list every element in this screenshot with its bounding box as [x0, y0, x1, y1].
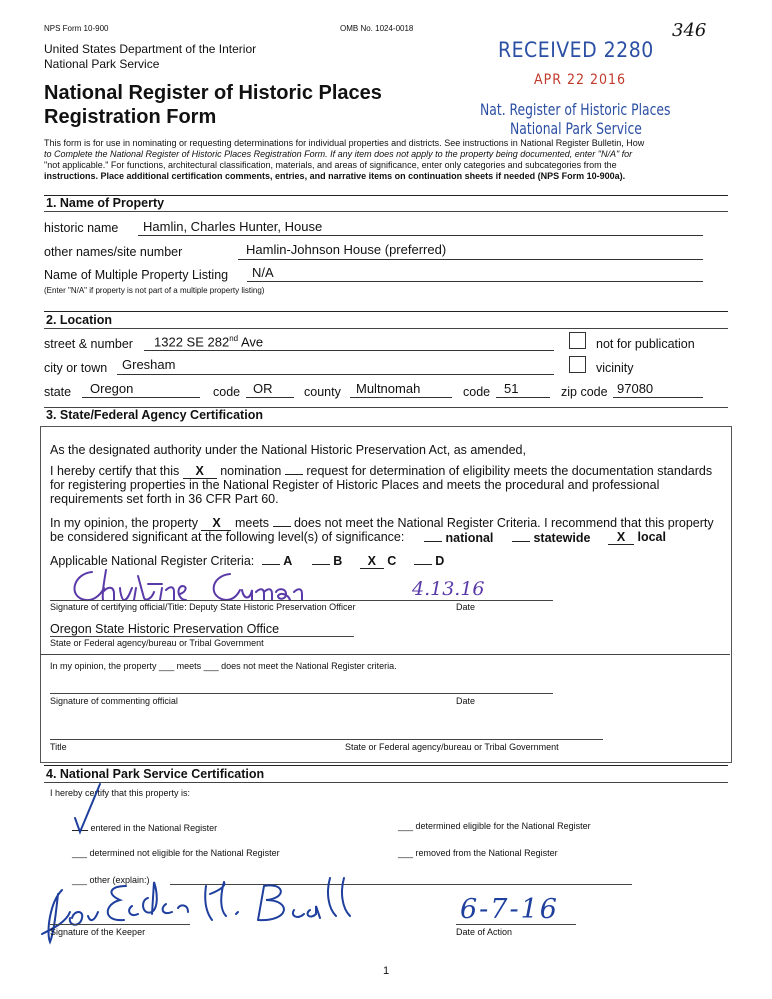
street-ordinal: nd: [229, 334, 239, 343]
county-code-label: code: [463, 385, 491, 399]
not-for-publication-label: not for publication: [596, 337, 695, 351]
state-code-value[interactable]: OR: [253, 381, 273, 396]
certify-line2: for registering properties in the National Register of Historic Places and meets the procedural and professional: [50, 478, 660, 492]
opt-entered-label: entered in the National Register: [90, 823, 218, 833]
certify-prefix: I hereby certify that this: [50, 464, 180, 478]
other-names-value[interactable]: Hamlin-Johnson House (preferred): [246, 242, 447, 257]
intro-line2: to Complete the National Register of Historic Places Registration Form. If any item does not apply to the property being documented, enter "N/A" for: [44, 149, 633, 159]
title-line: [50, 739, 603, 740]
local-label: local: [637, 530, 666, 544]
street-suffix: Ave: [238, 334, 264, 350]
vicinity-label: vicinity: [596, 361, 634, 375]
nomination-mark[interactable]: X: [183, 464, 217, 479]
certify-suffix: request for determination of eligibility meets the documentation standards: [306, 464, 713, 478]
authority-text: As the designated authority under the National Historic Preservation Act, as amended,: [50, 443, 526, 457]
office-label: State or Federal agency/bureau or Tribal Government: [50, 638, 264, 648]
opinion-suffix: does not meet the National Register Criteria. I recommend that this property: [293, 516, 714, 530]
certifying-signature-label: Signature of certifying official/Title: Deputy State Historic Preservation Officer: [50, 602, 356, 612]
street-label: street & number: [44, 337, 133, 351]
opt-other[interactable]: ___ other (explain:): [72, 875, 150, 885]
intro-line1: This form is for use in nominating or requesting determinations for individual properties and districts. See instructions in National Register Bulletin, How: [44, 138, 645, 148]
national-label: national: [445, 531, 494, 545]
page-number: 1: [383, 965, 390, 977]
certifying-date-label: Date: [456, 602, 476, 612]
title-label: Title: [50, 742, 67, 752]
commenting-signature-line: [50, 693, 553, 694]
opt-eligible[interactable]: ___ determined eligible for the National Register: [398, 821, 591, 831]
county-value[interactable]: Multnomah: [356, 381, 421, 396]
handwritten-number: 346: [672, 20, 707, 41]
criteria-a-label: A: [283, 554, 293, 568]
certifying-date-handwritten: 4.13.16: [412, 578, 485, 600]
mpl-line: [247, 266, 703, 282]
office-line: [50, 636, 354, 637]
section2-heading: 2. Location: [46, 313, 112, 327]
form-title-line1: National Register of Historic Places: [44, 82, 382, 104]
received-stamp: RECEIVED 2280: [498, 38, 654, 62]
criteria-c-label: C: [387, 554, 397, 568]
opinion-line1: [50, 515, 714, 531]
certify-line3: requirements set forth in 36 CFR Part 60.: [50, 492, 279, 506]
certifying-signature-line: [50, 600, 553, 601]
section1-heading: 1. Name of Property: [46, 196, 165, 210]
city-line: [117, 359, 554, 375]
criteria-d-blank[interactable]: [414, 553, 432, 565]
request-blank[interactable]: [285, 463, 303, 475]
other-names-label: other names/site number: [44, 245, 183, 259]
not-for-publication-checkbox[interactable]: [569, 332, 586, 349]
certify-line1: [50, 463, 712, 479]
section2-top-rule: [44, 311, 728, 312]
section3-heading: 3. State/Federal Agency Certification: [46, 408, 263, 422]
criteria-d-label: D: [435, 554, 445, 568]
opinion-prefix: In my opinion, the property: [50, 516, 198, 530]
commenting-signature-label: Signature of commenting official: [50, 696, 178, 706]
omb-number: OMB No. 1024-0018: [340, 24, 414, 33]
form-number: NPS Form 10-900: [44, 24, 109, 33]
vicinity-checkbox[interactable]: [569, 356, 586, 373]
does-not-meet-blank[interactable]: [273, 515, 291, 527]
local-mark[interactable]: X: [608, 530, 634, 545]
county-code-value[interactable]: 51: [504, 381, 519, 396]
section4-certify: I hereby certify that this property is:: [50, 788, 191, 798]
agency-label: State or Federal agency/bureau or Tribal Government: [345, 742, 559, 752]
state-code-label: code: [213, 385, 241, 399]
form-title-line2: Registration Form: [44, 106, 217, 128]
stamp-line2: National Park Service: [510, 119, 642, 138]
opt-removed[interactable]: ___ removed from the National Register: [398, 848, 558, 858]
state-value[interactable]: Oregon: [90, 381, 134, 396]
intro-line3: "not applicable." For functions, architectural classification, materials, and areas of significance, enter only categories and subcategories from the: [44, 160, 617, 170]
mpl-note: (Enter "N/A" if property is not part of a multiple property listing): [44, 286, 265, 295]
state-label: state: [44, 385, 72, 399]
statewide-label: statewide: [533, 531, 591, 545]
commenting-date-label: Date: [456, 696, 476, 706]
historic-name-value[interactable]: Hamlin, Charles Hunter, House: [143, 219, 323, 234]
section1-heading-rule: [44, 211, 728, 212]
keeper-label: Signature of the Keeper: [50, 927, 146, 937]
opt-not-eligible[interactable]: ___ determined not eligible for the National Register: [72, 848, 280, 858]
dept-line1: United States Department of the Interior: [44, 42, 257, 56]
criteria-b-label: B: [333, 554, 343, 568]
county-label: county: [304, 385, 341, 399]
stamp-line1: Nat. Register of Historic Places: [480, 100, 671, 119]
city-label: city or town: [44, 361, 108, 375]
meets-mark[interactable]: X: [201, 516, 231, 531]
office-value[interactable]: Oregon State Historic Preservation Office: [50, 622, 280, 636]
stamp-date: APR 22 2016: [534, 72, 627, 88]
criteria-label: Applicable National Register Criteria:: [50, 554, 255, 568]
level-national: [424, 530, 493, 545]
mpl-value[interactable]: N/A: [252, 265, 274, 280]
level-local: [608, 530, 666, 545]
street-value[interactable]: [154, 334, 263, 349]
level-statewide: [512, 530, 590, 545]
zip-value[interactable]: 97080: [617, 381, 654, 396]
keeper-line-a: [50, 924, 190, 925]
section3-divider: [40, 654, 730, 655]
city-value[interactable]: Gresham: [122, 357, 176, 372]
action-date-handwritten: 6-7-16: [460, 894, 559, 925]
commenting-opinion: In my opinion, the property ___ meets ___ does not meet the National Register criteria.: [50, 661, 397, 671]
criteria-c-mark[interactable]: X: [360, 554, 384, 569]
section4-top-rule: [44, 765, 728, 766]
zip-label: zip code: [561, 385, 608, 399]
national-blank[interactable]: [424, 530, 442, 542]
historic-name-label: historic name: [44, 221, 119, 235]
mpl-label: Name of Multiple Property Listing: [44, 268, 229, 282]
statewide-blank[interactable]: [512, 530, 530, 542]
intro-line4: instructions. Place additional certification comments, entries, and narrative items on continuation sheets if needed (NPS Form 10-900a).: [44, 171, 626, 181]
section4-heading: 4. National Park Service Certification: [46, 767, 265, 781]
section2-heading-rule: [44, 328, 728, 329]
nomination-label: nomination: [220, 464, 282, 478]
street-number: 1322 SE 282: [154, 334, 230, 350]
dept-line2: National Park Service: [44, 57, 160, 71]
meets-label: meets: [234, 516, 270, 530]
action-date-line: [456, 924, 576, 925]
opinion-line2: be considered significant at the following level(s) of significance:: [50, 530, 405, 544]
action-date-label: Date of Action: [456, 927, 513, 937]
